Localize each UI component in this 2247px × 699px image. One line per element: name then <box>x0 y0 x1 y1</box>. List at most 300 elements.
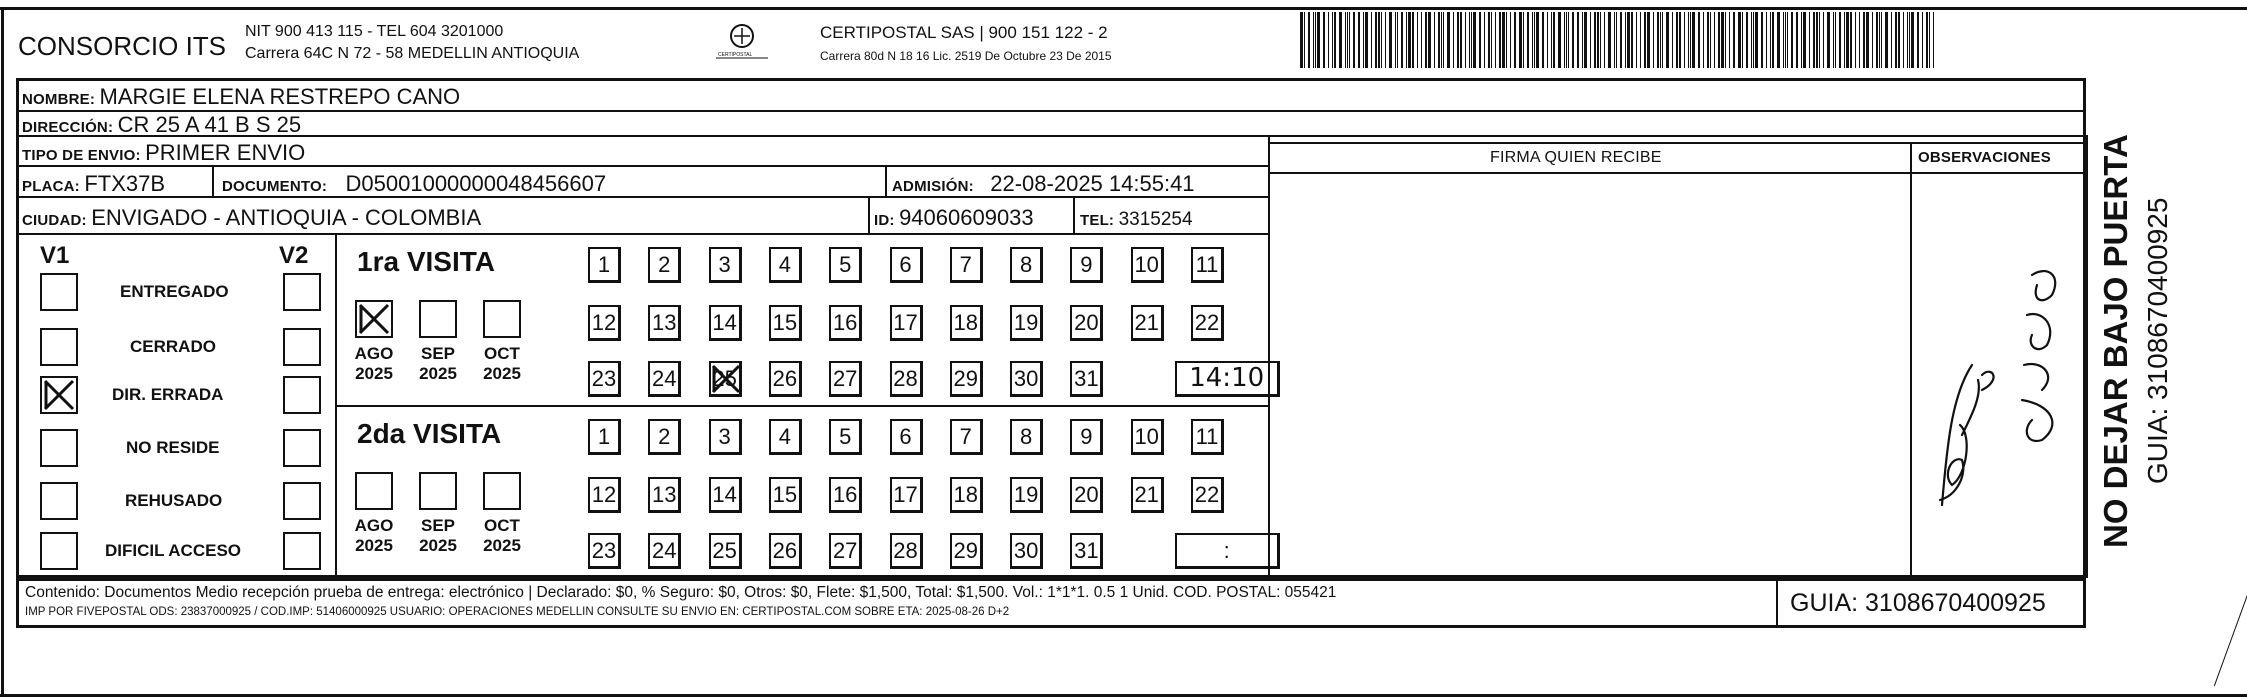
visit-1-day-3[interactable] <box>709 419 742 455</box>
side-warning: NO DEJAR BAJO PUERTA <box>2097 134 2134 548</box>
visit-title-0: 1ra VISITA <box>357 246 495 277</box>
visit-1-day-12[interactable] <box>588 477 621 513</box>
visit-0-day-20[interactable] <box>1070 305 1103 341</box>
placa-value: FTX37B <box>84 171 166 196</box>
visit-0-day-28[interactable] <box>890 361 923 397</box>
visit-0-day-5[interactable] <box>829 247 862 283</box>
visit-0-day-26[interactable] <box>769 361 802 397</box>
barcode-bar <box>1542 12 1544 68</box>
barcode-bar <box>1855 12 1856 68</box>
tel-value: 3315254 <box>1118 209 1193 230</box>
visit-1-day-4[interactable] <box>769 419 802 455</box>
barcode-bar <box>1714 12 1715 68</box>
barcode-bar <box>1438 12 1440 68</box>
visit-1-day-27[interactable] <box>829 533 862 569</box>
visit-1-day-13[interactable] <box>648 477 681 513</box>
barcode-bar <box>1523 12 1524 68</box>
barcode-bar <box>1553 12 1555 68</box>
barcode-bar <box>1751 12 1752 68</box>
tipo-envio-value: PRIMER ENVIO <box>145 140 306 165</box>
visit-1-day-20[interactable] <box>1070 477 1103 513</box>
barcode-bar <box>1647 12 1650 68</box>
day-number: 16 <box>832 310 858 335</box>
ciudad-value: ENVIGADO - ANTIOQUIA - COLOMBIA <box>91 205 482 230</box>
visit-1-day-21[interactable] <box>1131 477 1164 513</box>
visit-0-day-18[interactable] <box>950 305 983 341</box>
day-number: 21 <box>1134 310 1159 335</box>
day-number: 22 <box>1194 482 1220 507</box>
visit-0-day-27[interactable] <box>829 361 862 397</box>
visit-1-day-28[interactable] <box>890 533 923 569</box>
barcode-bar <box>1616 12 1617 68</box>
visit-0-day-14[interactable] <box>709 305 742 341</box>
status-label-5: DIFICIL ACCESO <box>105 541 242 560</box>
day-number: 27 <box>832 366 858 391</box>
day-number: 5 <box>839 424 852 449</box>
barcode-bar <box>1898 12 1900 68</box>
direccion-field <box>22 114 301 136</box>
visit-1-month-checkbox-2[interactable] <box>483 472 521 510</box>
row-line <box>1269 172 2086 174</box>
day-number: 18 <box>953 482 979 507</box>
documento-value: D05001000000048456607 <box>345 171 607 196</box>
barcode-bar <box>1796 12 1798 68</box>
visit-0-year-2: 2025 <box>483 364 521 383</box>
barcode-bar <box>1408 12 1411 68</box>
visit-1-day-7[interactable] <box>950 419 983 455</box>
day-number: 20 <box>1074 310 1099 335</box>
v1-checkbox-4[interactable] <box>40 482 78 520</box>
barcode-bar <box>1564 12 1565 68</box>
visit-1-day-11[interactable] <box>1191 419 1224 455</box>
barcode-bar <box>1640 12 1641 68</box>
barcode-bar <box>1471 12 1472 68</box>
v1-checkbox-0[interactable] <box>40 273 78 311</box>
barcode-bar <box>1787 12 1788 68</box>
direccion-label: DIRECCIÓN: <box>22 119 114 136</box>
logo-text: CERTIPOSTAL <box>718 52 753 58</box>
barcode-bar <box>1698 12 1700 68</box>
barcode-bar <box>1742 12 1743 68</box>
visit-0-day-19[interactable] <box>1010 305 1043 341</box>
barcode-bar <box>1813 12 1815 68</box>
barcode-bar <box>1425 12 1427 68</box>
barcode-bar <box>1672 12 1673 68</box>
barcode-bar <box>1406 12 1407 68</box>
nombre-value: MARGIE ELENA RESTREPO CANO <box>99 84 461 109</box>
direccion-value: CR 25 A 41 B S 25 <box>117 112 302 137</box>
barcode-bar <box>1502 12 1505 68</box>
barcode-bar <box>1385 12 1386 68</box>
barcode-bar <box>1738 12 1741 68</box>
day-number: 16 <box>832 482 858 507</box>
visit-0-day-21[interactable] <box>1131 305 1164 341</box>
barcode-bar <box>1772 12 1774 68</box>
documento-field <box>222 173 606 195</box>
barcode-bar <box>1443 12 1444 68</box>
day-number: 12 <box>591 482 617 507</box>
barcode-bar <box>1551 12 1552 68</box>
carrier-name: CERTIPOSTAL SAS | 900 151 122 - 2 <box>820 23 1108 42</box>
day-number: 9 <box>1080 424 1093 449</box>
day-number: 14 <box>712 310 737 335</box>
footer-divider <box>1776 578 1778 628</box>
barcode-bar <box>1710 12 1711 68</box>
visit-1-day-22[interactable] <box>1191 477 1224 513</box>
barcode-bar <box>1676 12 1678 68</box>
barcode-bar <box>1922 12 1923 68</box>
barcode-bar <box>1332 12 1333 68</box>
day-number: 7 <box>959 252 972 277</box>
visit-0-day-24[interactable] <box>648 361 681 397</box>
barcode-bar <box>1345 12 1346 68</box>
barcode-bar <box>1473 12 1476 68</box>
visit-1-day-24[interactable] <box>648 533 681 569</box>
barcode-bar <box>1349 12 1350 68</box>
barcode-bar <box>1903 12 1904 68</box>
barcode-bar <box>1911 12 1914 68</box>
barcode-bar <box>1801 12 1802 68</box>
barcode-bar <box>1627 12 1630 68</box>
admision-value: 22-08-2025 14:55:41 <box>990 171 1195 196</box>
barcode-bar <box>1846 12 1849 68</box>
day-number: 23 <box>591 366 617 391</box>
barcode-bar <box>1566 12 1567 68</box>
barcode-bar <box>1625 12 1626 68</box>
status-label-4: REHUSADO <box>125 491 223 510</box>
barcode-bar <box>1328 12 1329 68</box>
visit-0-day-25[interactable] <box>709 361 742 397</box>
barcode-bar <box>1872 12 1873 68</box>
col-line <box>1073 196 1075 233</box>
day-number: 2 <box>658 424 671 449</box>
day-number: 31 <box>1074 366 1099 391</box>
visit-0-time-box[interactable] <box>1175 361 1280 397</box>
barcode-bar <box>1827 12 1830 68</box>
v2-checkbox-0[interactable] <box>283 273 321 311</box>
barcode-bar <box>1718 12 1720 68</box>
barcode-bar <box>1315 12 1316 68</box>
barcode-bar <box>1434 12 1435 68</box>
row-line <box>16 233 1269 235</box>
placa-field <box>22 173 165 195</box>
barcode-bar <box>1692 12 1695 68</box>
day-number: 21 <box>1134 482 1159 507</box>
visit-time: : <box>1223 538 1230 563</box>
visit-0-day-1[interactable] <box>588 247 621 283</box>
barcode-bar <box>1421 12 1422 68</box>
visit-1-day-5[interactable] <box>829 419 862 455</box>
day-number: 25 <box>712 538 737 563</box>
barcode-bar <box>1876 12 1878 68</box>
v1-checkbox-3[interactable] <box>40 429 78 467</box>
visit-1-day-26[interactable] <box>769 533 802 569</box>
visit-inner-divider <box>568 233 570 578</box>
ciudad-label: CIUDAD: <box>22 212 87 229</box>
col-line <box>212 165 214 196</box>
barcode-bar <box>1863 12 1865 68</box>
barcode-bar <box>1447 12 1450 68</box>
visit-1-year-1: 2025 <box>419 536 457 555</box>
barcode-bar <box>1534 12 1535 68</box>
visit-1-month-checkbox-1[interactable] <box>419 472 457 510</box>
footer-line2: IMP POR FIVEPOSTAL ODS: 23837000925 / COD.IMP: 51406000925 USUARIO: OPERACIONES MEDELLIN CONSULTE SU ENVIO EN: CERTIPOSTAL.COM SOBRE ETA: 2025-08-26 D+2 <box>25 606 1010 618</box>
visit-0-day-4[interactable] <box>769 247 802 283</box>
barcode-bar <box>1614 12 1615 68</box>
barcode-bar <box>1844 12 1845 68</box>
visit-1-year-2: 2025 <box>483 536 521 555</box>
col-line <box>868 196 870 233</box>
visit-0-month-1: SEP <box>420 344 456 363</box>
v2-checkbox-4[interactable] <box>283 482 321 520</box>
col-line <box>885 165 887 196</box>
day-number: 1 <box>597 252 611 277</box>
col-line <box>1268 135 1270 578</box>
visit-0-day-9[interactable] <box>1070 247 1103 283</box>
visit-0-day-29[interactable] <box>950 361 983 397</box>
day-number: 4 <box>778 252 792 277</box>
barcode-bar <box>1729 12 1730 68</box>
day-number: 28 <box>893 538 918 563</box>
footer-guia: GUIA: 3108670400925 <box>1790 589 2046 617</box>
visit-1-day-25[interactable] <box>709 533 742 569</box>
barcode-bar <box>1441 12 1442 68</box>
day-number: 29 <box>953 538 979 563</box>
day-number: 11 <box>1195 424 1219 449</box>
visit-1-day-2[interactable] <box>648 419 681 455</box>
visit-0-day-12[interactable] <box>588 305 621 341</box>
barcode-bar <box>1323 12 1325 68</box>
barcode-bar <box>1907 12 1908 68</box>
barcode-bar <box>1590 12 1591 68</box>
visit-1-day-19[interactable] <box>1010 477 1043 513</box>
visit-0-month-checkbox-2[interactable] <box>483 300 521 338</box>
tipo-envio-label: TIPO DE ENVIO: <box>22 147 141 164</box>
v2-checkbox-5[interactable] <box>283 532 321 570</box>
tipo-envio-field <box>22 142 305 164</box>
visit-1-day-17[interactable] <box>890 477 923 513</box>
barcode-bar <box>1313 12 1314 68</box>
barcode-bar <box>1491 12 1492 68</box>
top-border <box>0 7 2247 10</box>
barcode-bar <box>1412 12 1414 68</box>
day-number: 20 <box>1074 482 1099 507</box>
tel-field <box>1080 210 1193 229</box>
barcode-bar <box>1662 12 1663 68</box>
company-name: CONSORCIO ITS <box>18 31 227 61</box>
carrier-address: Carrera 80d N 18 16 Lic. 2519 De Octubre 23 De 2015 <box>820 49 1112 63</box>
visit-0-day-15[interactable] <box>769 305 802 341</box>
v2-checkbox-2[interactable] <box>283 376 321 414</box>
barcode-bar <box>1365 12 1368 68</box>
nombre-label: NOMBRE: <box>22 91 96 108</box>
day-number: 27 <box>832 538 858 563</box>
barcode-bar <box>1770 12 1771 68</box>
barcode-bar <box>1514 12 1516 68</box>
visit-0-year-1: 2025 <box>419 364 457 383</box>
documento-label: DOCUMENTO: <box>222 178 328 195</box>
barcode-bar <box>1823 12 1824 68</box>
barcode-bar <box>1527 12 1529 68</box>
v2-header: V2 <box>279 242 309 269</box>
visit-1-day-16[interactable] <box>829 477 862 513</box>
barcode-bar <box>1547 12 1548 68</box>
barcode-bar <box>1881 12 1882 68</box>
status-label-2: DIR. ERRADA <box>112 385 224 404</box>
day-number: 6 <box>899 424 912 449</box>
barcode-bar <box>1620 12 1622 68</box>
barcode-bar <box>1363 12 1364 68</box>
barcode-bar <box>1506 12 1507 68</box>
visit-0-day-3[interactable] <box>709 247 742 283</box>
status-label-1: CERRADO <box>130 337 216 356</box>
barcode-bar <box>1375 12 1377 68</box>
barcode-bar <box>1584 12 1587 68</box>
visit-1-day-29[interactable] <box>950 533 983 569</box>
barcode-bar <box>1597 12 1599 68</box>
visit-1-day-14[interactable] <box>709 477 742 513</box>
visit-1-day-30[interactable] <box>1010 533 1043 569</box>
day-number: 14 <box>712 482 737 507</box>
v1-header: V1 <box>40 242 70 269</box>
visit-0-day-17[interactable] <box>890 305 923 341</box>
row-line <box>16 165 1269 167</box>
barcode <box>1300 12 1940 68</box>
id-value: 94060609033 <box>899 205 1034 230</box>
visit-0-day-7[interactable] <box>950 247 983 283</box>
barcode-bar <box>1819 12 1820 68</box>
visit-1-day-8[interactable] <box>1010 419 1043 455</box>
row-line <box>16 196 1269 198</box>
barcode-bar <box>1582 12 1583 68</box>
visit-0-day-16[interactable] <box>829 305 862 341</box>
status-label-3: NO RESIDE <box>126 438 220 457</box>
day-number: 1 <box>597 424 611 449</box>
day-number: 18 <box>953 310 979 335</box>
v1-checkbox-2[interactable] <box>40 376 78 414</box>
v1-checkbox-1[interactable] <box>40 328 78 366</box>
v2-checkbox-1[interactable] <box>283 328 321 366</box>
visit-1-day-23[interactable] <box>588 533 621 569</box>
barcode-bar <box>1397 12 1398 68</box>
barcode-bar <box>1631 12 1633 68</box>
visit-1-day-10[interactable] <box>1131 419 1164 455</box>
visit-0-month-2: OCT <box>484 344 520 363</box>
barcode-bar <box>1688 12 1689 68</box>
barcode-bar <box>1519 12 1522 68</box>
barcode-bar <box>1401 12 1403 68</box>
barcode-bar <box>1777 12 1780 68</box>
day-number: 13 <box>652 482 677 507</box>
visit-divider <box>335 405 1268 407</box>
visit-1-day-15[interactable] <box>769 477 802 513</box>
barcode-bar <box>1495 12 1496 68</box>
visit-0-day-11[interactable] <box>1191 247 1224 283</box>
barcode-bar <box>1850 12 1852 68</box>
visit-1-day-1[interactable] <box>588 419 621 455</box>
barcode-bar <box>1389 12 1392 68</box>
v1-checkbox-5[interactable] <box>40 532 78 570</box>
visit-1-time-box[interactable] <box>1175 533 1280 569</box>
barcode-bar <box>1453 12 1454 68</box>
visit-1-year-0: 2025 <box>355 536 393 555</box>
barcode-bar <box>1358 12 1360 68</box>
day-number: 24 <box>652 538 677 563</box>
v2-checkbox-3[interactable] <box>283 429 321 467</box>
day-number: 7 <box>959 424 972 449</box>
barcode-bar <box>1909 12 1910 68</box>
barcode-bar <box>1755 12 1758 68</box>
visit-0-month-checkbox-0[interactable] <box>355 300 393 338</box>
day-number: 26 <box>772 366 798 391</box>
visit-0-day-8[interactable] <box>1010 247 1043 283</box>
visit-0-day-23[interactable] <box>588 361 621 397</box>
col-line <box>2086 135 2088 578</box>
barcode-bar <box>1347 12 1348 68</box>
barcode-bar <box>1484 12 1485 68</box>
barcode-bar <box>1577 12 1579 68</box>
visit-1-day-6[interactable] <box>890 419 923 455</box>
visit-0-month-0: AGO <box>354 344 394 363</box>
barcode-bar <box>1895 12 1897 68</box>
day-number: 19 <box>1013 482 1039 507</box>
barcode-bar <box>1510 12 1511 68</box>
day-number: 24 <box>652 366 677 391</box>
placa-label: PLACA: <box>22 178 80 195</box>
visit-0-day-13[interactable] <box>648 305 681 341</box>
barcode-bar <box>1381 12 1382 68</box>
day-number: 22 <box>1194 310 1220 335</box>
row-line <box>1269 142 2086 144</box>
visit-1-day-18[interactable] <box>950 477 983 513</box>
barcode-bar <box>1753 12 1754 68</box>
admision-label: ADMISIÓN: <box>892 178 974 195</box>
certipostal-logo <box>712 22 772 66</box>
barcode-bar <box>1721 12 1724 68</box>
barcode-bar <box>1929 12 1930 68</box>
company-nit: NIT 900 413 115 - TEL 604 3201000 <box>245 23 504 40</box>
row-line <box>16 110 2086 112</box>
barcode-bar <box>1859 12 1860 68</box>
barcode-bar <box>1761 12 1763 68</box>
visit-1-day-31[interactable] <box>1070 533 1103 569</box>
barcode-bar <box>1791 12 1793 68</box>
visit-0-day-2[interactable] <box>648 247 681 283</box>
barcode-bar <box>1653 12 1654 68</box>
visit-0-day-10[interactable] <box>1131 247 1164 283</box>
visit-1-day-9[interactable] <box>1070 419 1103 455</box>
left-border <box>1 7 4 697</box>
row-line <box>16 135 2086 137</box>
barcode-bar <box>1395 12 1396 68</box>
visit-1-month-checkbox-0[interactable] <box>355 472 393 510</box>
visit-0-day-22[interactable] <box>1191 305 1224 341</box>
day-number: 10 <box>1134 424 1159 449</box>
visit-0-day-30[interactable] <box>1010 361 1043 397</box>
day-number: 13 <box>652 310 677 335</box>
ciudad-field <box>22 207 481 229</box>
visit-0-day-6[interactable] <box>890 247 923 283</box>
barcode-bar <box>1917 12 1919 68</box>
barcode-bar <box>1460 12 1462 68</box>
visit-0-day-31[interactable] <box>1070 361 1103 397</box>
day-number: 25 <box>712 366 737 391</box>
day-number: 30 <box>1013 366 1039 391</box>
id-field <box>874 207 1034 229</box>
barcode-bar <box>1353 12 1355 68</box>
visit-0-month-checkbox-1[interactable] <box>419 300 457 338</box>
barcode-bar <box>1604 12 1605 68</box>
